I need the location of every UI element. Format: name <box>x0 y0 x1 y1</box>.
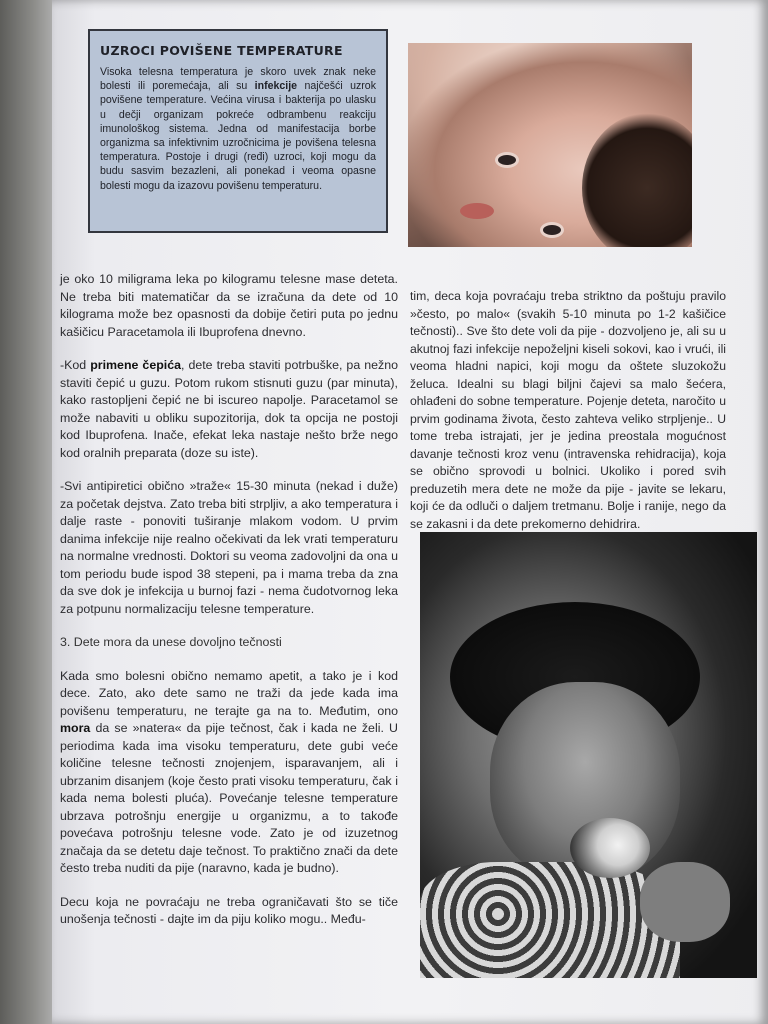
paragraph <box>60 357 398 462</box>
paragraph-part: Kada smo bolesni obično nemamo apetit, a tako je i kod dece. Zato, ako dete samo ne traži da jede kada ima povišenu temperaturu, ne terajte ga na to. Međutim, ono <box>60 668 398 718</box>
paragraph: Decu koja ne povraćaju ne treba ograničavati što se tiče unošenja tečnosti - dajte im da piju koliko mogu.. Među- <box>60 894 398 926</box>
paragraph: tim, deca koja povraćaju treba striktno da poštuju pravilo »često, po malo« (svakih 5-10 minuta po 1-2 kašičice tečnosti).. Sve što dete voli da pije - dozvoljeno je, ali su u akutnoj fazi infekcije nepoželjni kiseli sokovi, kao i vrući, ili veoma hladni napici, koji mogu da oštete sluzokožu želuca. Idealni su blagi biljni čajevi sa malo šećera, ohlađeni do sobne temperature. Pojenje deteta, naročito u prvim godinama života, često zahteva veliko strpljenje.. U tome treba istrajati, jer je jedina preostala mogućnost davanje tečnosti kroz venu (intravenska rehidracija), koja se obično sprovodi u bolnici. Ukoliko i pored svih preduzetih mera dete ne može da pije - javite se lekaru, koji će da odluči o daljem tretmanu. Bolje i ranije, nego da se zakasni i da dete prekomerno dehidrira. <box>410 289 726 531</box>
photo-clothes-shape <box>420 862 680 978</box>
photo-pacifier-shape <box>570 818 650 878</box>
magazine-binding-edge <box>0 0 60 1024</box>
paragraph: -Svi antipiretici obično »traže« 15-30 minuta (nekad i duže) za početak dejstva. Zato treba biti strpljiv, a ako temperatura i dalje raste - ponoviti tuširanje mlakom vodom. U prvim danima infekcije nije realno očekivati da lek vrati temperaturu na normalne vrednosti. Doktori su veoma zadovoljni da ona u tom periodu bude ispod 38 stepeni, pa i mama treba da zna da sve dok je infekcija u burnoj fazi - nema čudotvornog leka za potpunu normalizaciju telesne temperature. <box>60 479 398 616</box>
bold-phrase: primene čepića <box>90 358 181 372</box>
photo-eye-shape <box>543 225 561 235</box>
photo-child-with-pacifier <box>420 532 757 978</box>
right-text-column <box>410 288 726 549</box>
bold-word: mora <box>60 721 91 735</box>
paragraph-part: , dete treba staviti potrbuške, pa nežno staviti čepić u guzu. Potom rukom stisnuti guzu (par minuta), kako rastopljeni čepić ne bi iscureo napolje. Paracetamol se može nabaviti u obliku supozitorija, dok ta opcija ne postoji kod Ibuprofena. Inače, efekat leka nastaje nešto brže nego kod oralnih preparata (doze su iste). <box>60 358 398 460</box>
sidebar-text <box>100 65 376 193</box>
photo-hair-shape <box>582 113 692 247</box>
paragraph <box>60 668 398 878</box>
info-sidebar-box <box>88 29 388 233</box>
photo-mother-kissing-baby <box>408 43 692 247</box>
photo-eye-shape <box>498 155 516 165</box>
sidebar-text-part: najčešći uzrok povišene temperature. Većina virusa i bakterija po ulasku u dečji organizam pokreće odbrambenu reakciju imunološkog sistema. Jedna od manifestacija borbe organizma sa infektivnim uzročnicima je povišena telesna temperatura. Postoje i drugi (ređi) uzroci, koji mogu da budu sasvim bezazleni, ali ponekad i veoma opasne bolesti mogu da izazovu povišenu temperaturu. <box>100 80 376 192</box>
paragraph-part: -Kod <box>60 358 91 372</box>
photo-hand-shape <box>640 862 730 942</box>
photo-mouth-shape <box>460 203 494 219</box>
sidebar-text-part: Visoka telesna temperatura je skoro uvek znak neke bolesti ili poremećaja, ali su <box>100 66 376 93</box>
left-text-column <box>60 271 398 945</box>
paragraph: je oko 10 miligrama leka po kilogramu telesne mase deteta. Ne treba biti matematičar da se izračuna da dete od 10 kilograma može bez opasnosti da dobije četiri puta po jednu kašičicu Paracetamola ili Ibuprofena dnevno. <box>60 272 398 339</box>
sidebar-title: UZROCI POVIŠENE TEMPERATURE <box>100 43 343 58</box>
sidebar-bold-word: infekcije <box>254 80 298 93</box>
section-subheading: 3. Dete mora da unese dovoljno tečnosti <box>60 635 282 649</box>
paragraph-part: da se »natera« da pije tečnost, čak i kada ne želi. U periodima kada ima visoku temperaturu, dete gubi veće količine telesne tečnosti znojenjem, isparavanjem, ali i ubrzanim disanjem (koje često prati visoku temperaturu, čak i kada nema bolesti pluća). Povećanje telesne temperature ubrzava potrošnju energije u organizmu, a to takođe povećava potrošnju telesne vode. Zato je od izuzetnog značaja da se detetu daje tečnost. To praktično znači da dete često treba nuditi da pije (naravno, kada je budno). <box>60 721 398 875</box>
